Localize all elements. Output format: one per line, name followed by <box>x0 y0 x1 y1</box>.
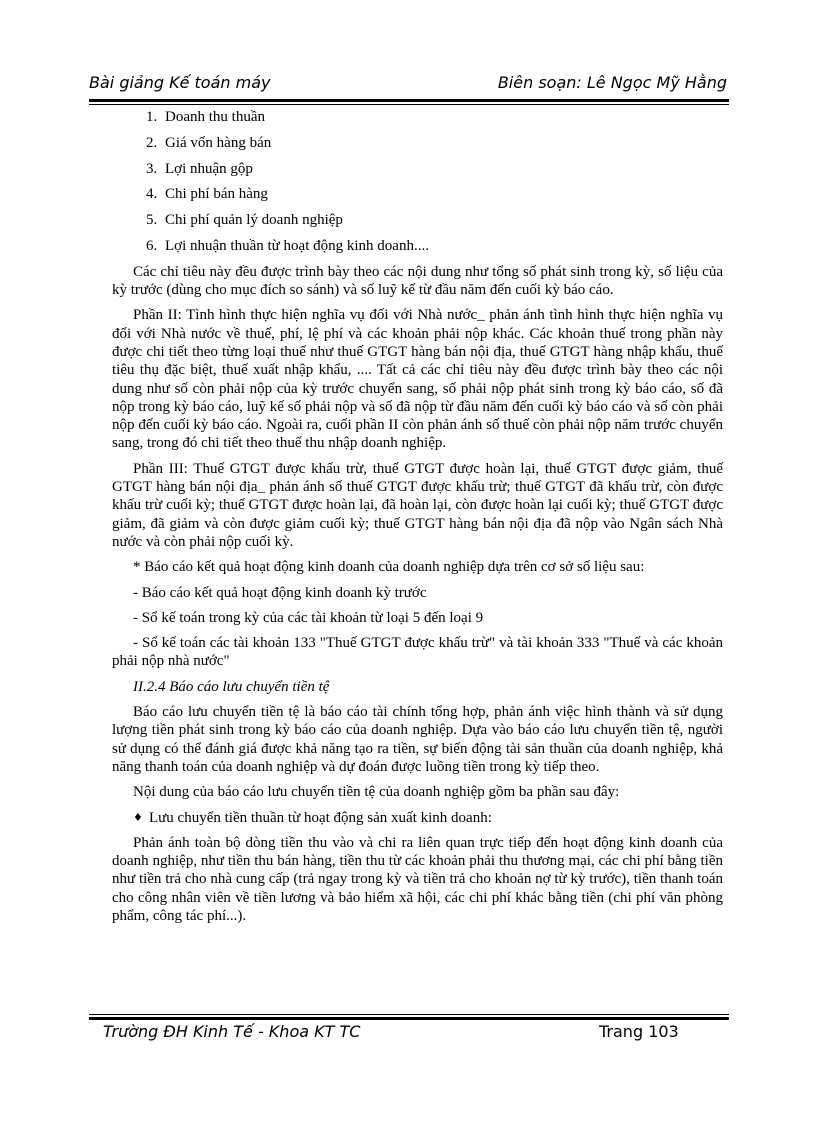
page-header <box>89 69 727 93</box>
header-rule-thin <box>89 104 729 105</box>
list-item: 5. Chi phí quản lý doanh nghiệp <box>161 211 723 229</box>
list-item: 4. Chi phí bán hàng <box>161 185 723 203</box>
paragraph: Nội dung của báo cáo lưu chuyển tiền tệ của doanh nghiệp gồm ba phần sau đây: <box>133 784 620 801</box>
paragraph: Các chỉ tiêu này đều được trình bày theo các nội dung như tổng số phát sinh trong kỳ, số liệu của kỳ trước (dùng cho mục đích so sánh) và số luỹ kế từ đầu năm đến cuối kỳ báo cáo. <box>112 263 723 299</box>
paragraph: Phản ánh toàn bộ dòng tiền thu vào và chi ra liên quan trực tiếp đến hoạt động kinh doanh của doanh nghiệp, như tiền thu bán hàng, tiền thu từ các khoản phải thu thương mại, các chi phí bằng tiền như tiền trả cho nhà cung cấp (trả ngay trong kỳ và tiền trả cho khoản nợ từ kỳ trước), tiền thanh toán cho công nhân viên về tiền lương và bảo hiểm xã hội, các chi phí khác bằng tiền (chi phí văn phòng phẩm, công tác phí...). <box>112 834 723 924</box>
income-statement-items <box>112 108 723 255</box>
header-course-title: Bài giảng Kế toán máy <box>89 73 271 92</box>
diamond-bullet-icon: ♦ <box>133 810 143 824</box>
list-item: 3. Lợi nhuận gộp <box>161 160 723 178</box>
paragraph: Báo cáo lưu chuyển tiền tệ là báo cáo tài chính tổng hợp, phản ánh việc hình thành và sử dụng lượng tiền phát sinh trong kỳ báo cáo của doanh nghiệp. Dựa vào báo cáo lưu chuyển tiền tệ, người sử dụng có thể đánh giá được khả năng tạo ra tiền, sự biến động tài sản thuần của doanh nghiệp, khả năng thanh toán của doanh nghiệp và dự đoán được luồng tiền trong kỳ tiếp theo. <box>112 704 723 775</box>
paragraph: Phần II: Tình hình thực hiện nghĩa vụ đối với Nhà nước_ phản ánh tình hình thực hiện nghĩa vụ đối với Nhà nước về thuế, phí, lệ phí và các khoản phải nộp khác. Các khoản thuế trong phần này được chi tiết theo từng loại thuế như thuế GTGT hàng bán nội địa, thuế GTGT hàng nhập khẩu, thuế tiêu thụ đặc biệt, thuế xuất nhập khẩu, .... Tất cả các chỉ tiêu này đều được trình bày theo các nội dung như số còn phải nộp của kỳ trước chuyển sang, số phải nộp phát sinh trong kỳ báo cáo, số đã nộp trong kỳ báo cáo, luỹ kế số phải nộp và số đã nộp từ đầu năm đến cuối kỳ báo cáo và số còn phải nộp đến cuối kỳ báo cáo. Ngoài ra, cuối phần II còn phản ánh số thuế còn phải nộp năm trước chuyển sang, trong đó chi tiết theo thuế thu nhập doanh nghiệp. <box>112 307 723 452</box>
list-item: 1. Doanh thu thuần <box>161 108 723 126</box>
paragraph: Phần III: Thuế GTGT được khấu trừ, thuế GTGT được hoàn lại, thuế GTGT được giảm, thuế GTGT hàng bán nội địa_ phản ánh số thuế GTGT được khấu trừ; thuế GTGT đã khấu trừ, còn được khấu trừ cuối kỳ; thuế GTGT được hoàn lại, đã hoàn lại, còn được hoàn lại cuối kỳ; thuế GTGT được giảm, đã giảm và còn được giảm cuối kỳ; thuế GTGT hàng bán nội địa đã nộp vào Ngân sách Nhà nước và còn phải nộp cuối kỳ. <box>112 460 723 550</box>
header-rule-thick <box>89 99 729 102</box>
paragraph: - Sổ kế toán trong kỳ của các tài khoản từ loại 5 đến loại 9 <box>133 609 484 626</box>
bullet-text: Lưu chuyển tiền thuần từ hoạt động sản xuất kinh doanh: <box>149 809 492 826</box>
footer-rule-thin <box>89 1014 729 1015</box>
section-heading: II.2.4 Báo cáo lưu chuyển tiền tệ <box>133 678 330 695</box>
page-body <box>112 108 723 932</box>
paragraph: - Sổ kế toán các tài khoản 133 "Thuế GTGT được khấu trừ" và tài khoản 333 "Thuế và các khoản phải nộp nhà nước" <box>112 635 723 670</box>
list-item: 6. Lợi nhuận thuần từ hoạt động kinh doanh.... <box>161 237 723 255</box>
footer-school: Trường ĐH Kinh Tế - Khoa KT TC <box>103 1022 361 1041</box>
header-author: Biên soạn: Lê Ngọc Mỹ Hằng <box>497 73 727 92</box>
page-footer <box>89 1020 729 1044</box>
list-item: 2. Giá vốn hàng bán <box>161 134 723 152</box>
paragraph: - Báo cáo kết quả hoạt động kinh doanh kỳ trước <box>133 584 427 601</box>
paragraph: * Báo cáo kết quả hoạt động kinh doanh của doanh nghiệp dựa trên cơ sở số liệu sau: <box>133 559 645 576</box>
page-number: Trang 103 <box>599 1022 679 1041</box>
bullet-item <box>112 809 723 827</box>
